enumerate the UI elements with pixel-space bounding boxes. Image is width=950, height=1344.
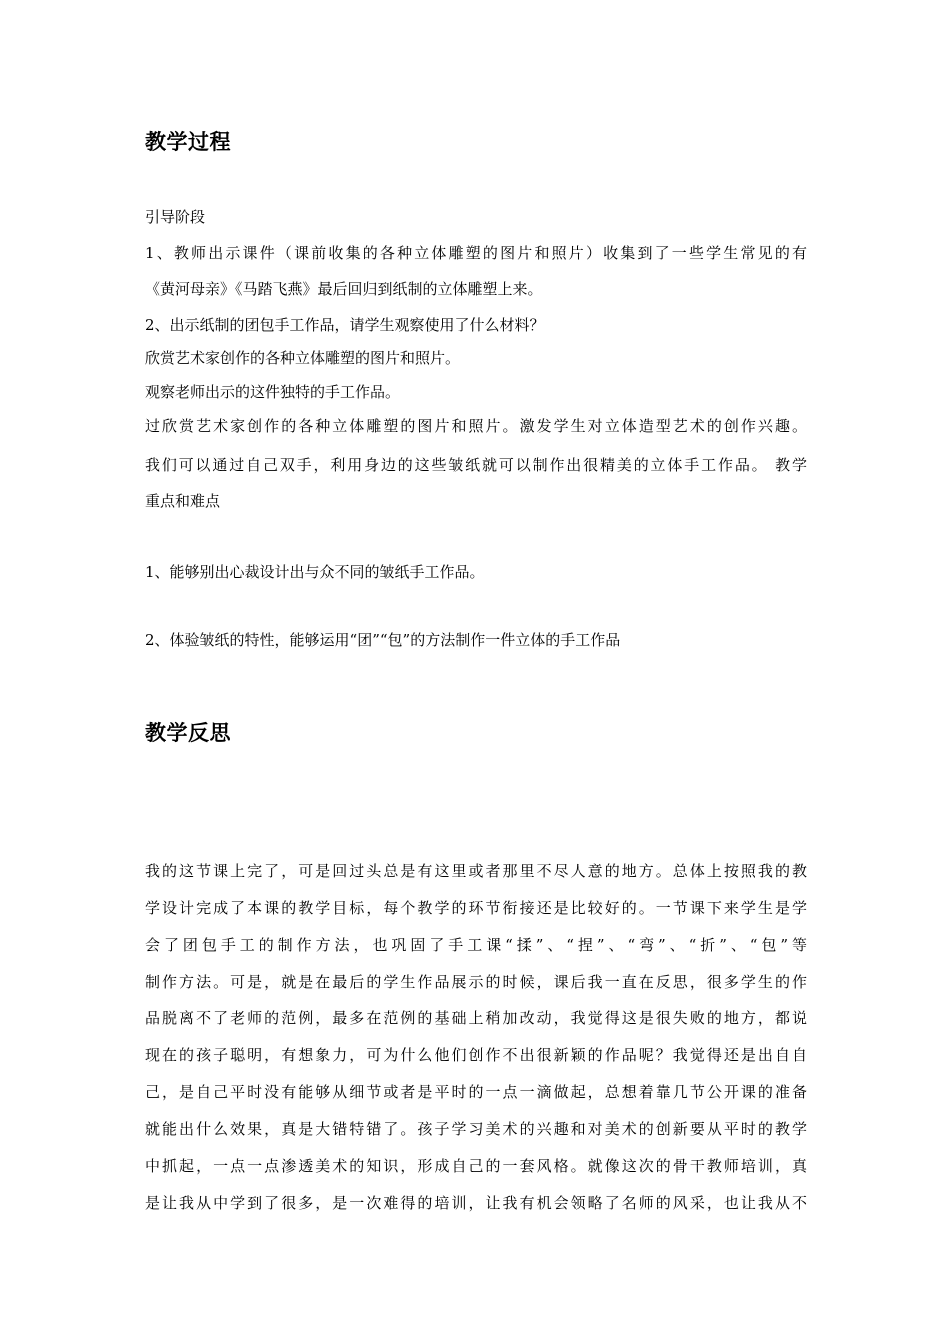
process-line: 1、能够别出心裁设计出与众不同的皱纸手工作品。 xyxy=(145,563,485,581)
process-line: 2、体验皱纸的特性，能够运用“团”“包”的方法制作一件立体的手工作品 xyxy=(145,631,621,649)
reflection-line: 学设计完成了本课的教学目标，每个教学的环节衔接还是比较好的。一节课下来学生是学 xyxy=(145,899,807,917)
process-line: 引导阶段 xyxy=(145,208,206,226)
process-line: 欣赏艺术家创作的各种立体雕塑的图片和照片。 xyxy=(145,349,461,367)
process-line: 2、出示纸制的团包手工作品，请学生观察使用了什么材料？ xyxy=(145,316,545,334)
process-line: 《黄河母亲》《马踏飞燕》最后回归到纸制的立体雕塑上来。 xyxy=(145,280,543,298)
reflection-line: 制作方法。可是，就是在最后的学生作品展示的时候，课后我一直在反思，很多学生的作 xyxy=(145,973,807,991)
process-line: 我们可以通过自己双手，利用身边的这些皱纸就可以制作出很精美的立体手工作品。 教学 xyxy=(145,456,807,474)
reflection-line: 就能出什么效果，真是大错特错了。孩子学习美术的兴趣和对美术的创新要从平时的教学 xyxy=(145,1120,807,1138)
process-line: 过欣赏艺术家创作的各种立体雕塑的图片和照片。激发学生对立体造型艺术的创作兴趣。 xyxy=(145,417,807,435)
section-title-teaching-process: 教学过程 xyxy=(145,130,231,154)
reflection-line: 中抓起，一点一点渗透美术的知识，形成自己的一套风格。就像这次的骨干教师培训，真 xyxy=(145,1157,807,1175)
process-line: 重点和难点 xyxy=(145,492,221,510)
reflection-line: 现在的孩子聪明，有想象力，可为什么他们创作不出很新颖的作品呢？我觉得还是出自自 xyxy=(145,1046,807,1064)
section-title-teaching-reflection: 教学反思 xyxy=(145,721,231,745)
process-line: 观察老师出示的这件独特的手工作品。 xyxy=(145,383,401,401)
reflection-line: 会了团包手工的制作方法，也巩固了手工课“揉”、“捏”、“弯”、“折”、“包”等 xyxy=(145,936,807,954)
reflection-line: 是让我从中学到了很多，是一次难得的培训，让我有机会领略了名师的风采，也让我从不 xyxy=(145,1194,807,1212)
reflection-line: 品脱离不了老师的范例，最多在范例的基础上稍加改动，我觉得这是很失败的地方，都说 xyxy=(145,1009,807,1027)
process-line: 1、教师出示课件（课前收集的各种立体雕塑的图片和照片）收集到了一些学生常见的有 xyxy=(145,244,807,262)
reflection-line: 己，是自己平时没有能够从细节或者是平时的一点一滴做起，总想着靠几节公开课的准备 xyxy=(145,1083,807,1101)
reflection-line: 我的这节课上完了，可是回过头总是有这里或者那里不尽人意的地方。总体上按照我的教 xyxy=(145,862,807,880)
